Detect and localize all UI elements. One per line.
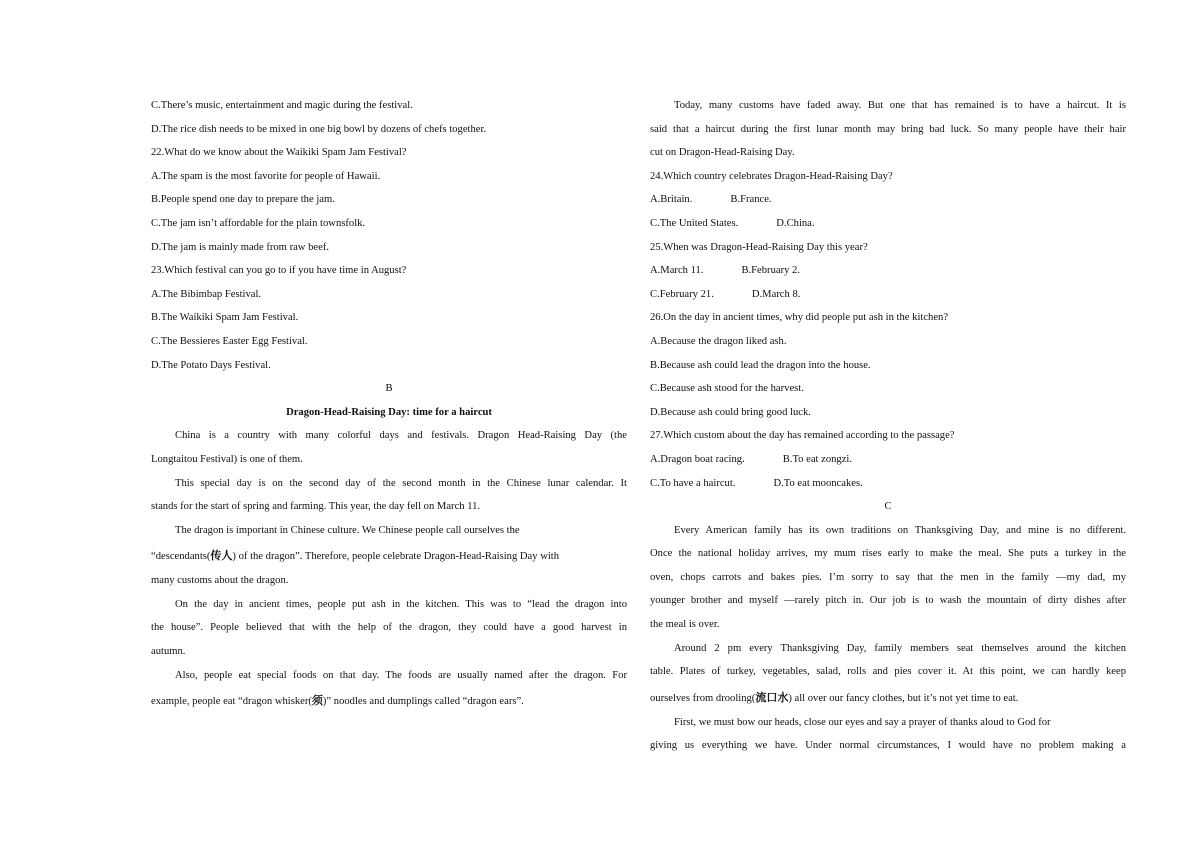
passage-b-p4-line1: On the day in ancient times, people put ash in the kitchen. This was to “lead the dragon into [175, 598, 627, 610]
text-segment: ) of the dragon”. Therefore, people celebrate Dragon-Head-Raising Day with [232, 551, 560, 563]
q26-option-d: D.Because ash could bring good luck. [650, 406, 811, 418]
passage-b-p5-line2 [151, 687, 627, 714]
q26-option-b: B.Because ash could lead the dragon into the house. [650, 359, 871, 371]
passage-b-p3-line1: The dragon is important in Chinese culture. We Chinese people call ourselves the [175, 524, 520, 536]
passage-b-p2-line1: This special day is on the second day of the second month in the Chinese lunar calendar. It [175, 477, 627, 489]
q24-option-a: A.Britain. [650, 194, 693, 206]
q26-option-c: C.Because ash stood for the harvest. [650, 383, 804, 395]
passage-b-p3-line3: many customs about the dragon. [151, 575, 289, 587]
q22-option-d: D.The jam is mainly made from raw beef. [151, 241, 329, 253]
passage-c-p2-line2: table. Plates of turkey, vegetables, salad, rolls and pies cover it. At this point, we can hardly keep [650, 666, 1126, 678]
text-segment: ourselves from drooling( [650, 692, 756, 704]
passage-b-p6-line3: cut on Dragon-Head-Raising Day. [650, 147, 795, 159]
q23-option-c: C.The Bessieres Easter Egg Festival. [151, 335, 308, 347]
passage-b-p1-line1: China is a country with many colorful days and festivals. Dragon Head-Raising Day (the [175, 430, 627, 442]
q23-option-a: A.The Bibimbap Festival. [151, 288, 262, 300]
q26-option-a: A.Because the dragon liked ash. [650, 335, 787, 347]
left-column [151, 94, 627, 714]
q25-options-ab [650, 259, 1126, 283]
section-c-heading: C [884, 501, 892, 513]
q27-options-cd [650, 472, 1126, 496]
passage-b-p2-line2: stands for the start of spring and farming. This year, the day fell on March 11. [151, 501, 481, 513]
passage-c-p1-line1: Every American family has its own traditions on Thanksgiving Day, and mine is no different. [674, 524, 1126, 536]
q25-option-b: B.February 2. [741, 265, 801, 277]
q24-options-ab [650, 188, 1126, 212]
q25-option-c: C.February 21. [650, 288, 714, 300]
q25-option-a: A.March 11. [650, 265, 704, 277]
passage-b-p3-line2 [151, 542, 627, 569]
q22-option-b: B.People spend one day to prepare the jam. [151, 194, 335, 206]
q24-option-d: D.China. [776, 217, 815, 229]
q27-option-c: C.To have a haircut. [650, 477, 736, 489]
q23-option-d: D.The Potato Days Festival. [151, 359, 271, 371]
passage-b-p4-line2: the house”. People believed that with the help of the dragon, they could have a good harvest in [151, 622, 627, 634]
chinese-gloss: 传人 [210, 549, 233, 563]
passage-c-p1-line3: oven, chops carrots and bakes pies. I’m sorry to say that the men in the family —my dad, my [650, 571, 1126, 583]
q23-option-b: B.The Waikiki Spam Jam Festival. [151, 312, 299, 324]
passage-b-p1-line2: Longtaitou Festival) is one of them. [151, 453, 303, 465]
section-b-heading: B [385, 383, 393, 395]
question-26: 26.On the day in ancient times, why did people put ash in the kitchen? [650, 312, 949, 324]
passage-b-title: Dragon-Head-Raising Day: time for a haircut [286, 406, 492, 418]
text-segment: example, people eat “dragon whisker( [151, 696, 312, 708]
passage-c-p1-line2: Once the national holiday arrives, my mum rises early to make the meal. She puts a turkey in the [650, 548, 1126, 560]
question-25: 25.When was Dragon-Head-Raising Day this year? [650, 241, 868, 253]
question-24: 24.Which country celebrates Dragon-Head-Raising Day? [650, 170, 893, 182]
q25-option-d: D.March 8. [751, 288, 801, 300]
passage-c-p1-line5: the meal is over. [650, 619, 720, 631]
text-segment: ) all over our fancy clothes, but it’s not yet time to eat. [788, 692, 1019, 704]
q27-option-d: D.To eat mooncakes. [773, 477, 863, 489]
q27-option-a: A.Dragon boat racing. [650, 453, 745, 465]
passage-c-p3-line1: First, we must bow our heads, close our eyes and say a prayer of thanks aloud to God for [674, 716, 1051, 728]
question-27: 27.Which custom about the day has remained according to the passage? [650, 430, 955, 442]
q24-options-cd [650, 212, 1126, 236]
q24-option-b: B.France. [730, 194, 772, 206]
q25-options-cd [650, 283, 1126, 307]
passage-b-p4-line3: autumn. [151, 646, 186, 658]
q27-option-b: B.To eat zongzi. [782, 453, 853, 465]
q24-option-c: C.The United States. [650, 217, 739, 229]
text-segment: “descendants( [151, 551, 211, 563]
q22-option-c: C.The jam isn’t affordable for the plain townsfolk. [151, 217, 366, 229]
question-23: 23.Which festival can you go to if you have time in August? [151, 265, 407, 277]
passage-c-p2-line3 [650, 684, 1126, 711]
passage-c-p2-line1: Around 2 pm every Thanksgiving Day, family members seat themselves around the kitchen [674, 642, 1126, 654]
passage-b-p6-line1: Today, many customs have faded away. But one that has remained is to have a haircut. It is [674, 100, 1126, 111]
passage-b-p5-line1: Also, people eat special foods on that day. The foods are usually named after the dragon. For [175, 669, 627, 681]
chinese-gloss: 须 [311, 694, 323, 708]
chinese-gloss: 流口水 [755, 690, 789, 704]
text-segment: )” noodles and dumplings called “dragon ears”. [322, 696, 524, 708]
q22-option-a: A.The spam is the most favorite for people of Hawaii. [151, 170, 381, 182]
passage-c-p3-line2: giving us everything we have. Under normal circumstances, I would have no problem making a [650, 740, 1126, 752]
passage-b-p6-line2: said that a haircut during the first lunar month may bring bad luck. So many people have their hair [650, 123, 1126, 135]
q21-option-d: D.The rice dish needs to be mixed in one big bowl by dozens of chefs together. [151, 123, 487, 135]
right-column [650, 94, 1126, 758]
passage-c-p1-line4: younger brother and myself —rarely pitch in. Our job is to wash the mountain of dirty dishes after [650, 595, 1126, 607]
question-22: 22.What do we know about the Waikiki Spam Jam Festival? [151, 147, 407, 159]
q27-options-ab [650, 448, 1126, 472]
q21-option-c: C.There’s music, entertainment and magic during the festival. [151, 100, 413, 111]
